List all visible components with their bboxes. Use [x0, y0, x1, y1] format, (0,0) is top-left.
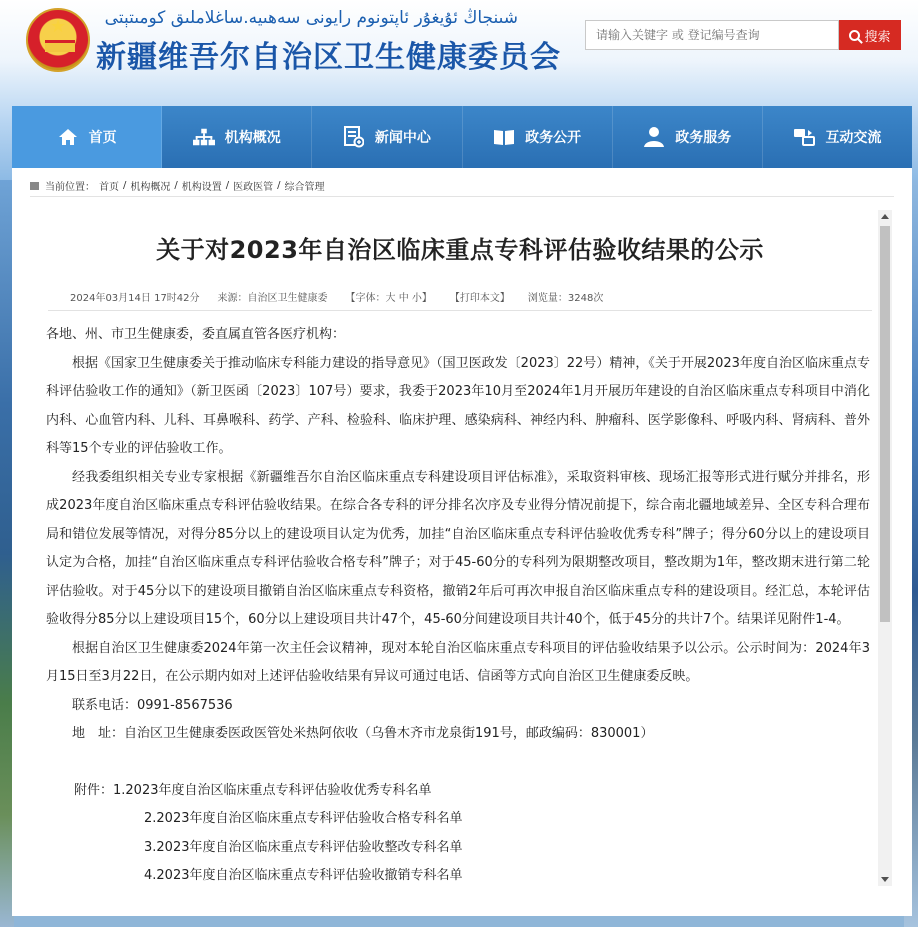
article-body	[46, 321, 870, 886]
person-icon	[643, 126, 665, 148]
star-icon: ★	[50, 16, 67, 37]
site-title-uyghur: شىنجاڭ ئۇيغۇر ئاپتونوم رايونى سەھىيە.ساغلاملىق كومىتېتى	[104, 8, 518, 28]
site-header	[0, 0, 918, 80]
vertical-scrollbar[interactable]	[878, 210, 892, 886]
spacer	[46, 749, 870, 777]
breadcrumb-link-general[interactable]: 综合管理	[284, 182, 325, 193]
article-title: 关于对2023年自治区临床重点专科评估验收结果的公示	[156, 236, 764, 264]
article-salutation: 各地、州、市卫生健康委，委直属直管各医疗机构：	[46, 327, 346, 342]
breadcrumb-separator: /	[174, 180, 178, 191]
article-paragraph: 根据《国家卫生健康委关于推动临床专科能力建设的指导意见》（国卫医政发〔2023〕22号）精神，《关于开展2023年度自治区临床重点专科评估验收工作的通知》（新卫医函〔2023〕107号）要求，我委于2023年10月至2024年1月开展历年建设的自治区临床重点专科项目中消化内科、心血管内科、儿科、耳鼻喉科、药学、产科、检验科、临床护理、感染病科、神经内科、肿瘤科、医学影像科、呼吸内科、肾病科、普外科等15个专业的评估验收工作。	[46, 355, 870, 456]
article-paragraph: 经我委组织相关专业专家根据《新疆维吾尔自治区临床重点专科建设项目评估标准》，采取资料审核、现场汇报等形式进行赋分并排名，形成2023年度自治区临床重点专科评估验收结果。在综合各专科的评分排名次序及专业得分情况前提下，综合南北疆地域差异、全区专科合理布局和错位发展等情况，对得分85分以上的建设项目认定为优秀，加挂“自治区临床重点专科评估验收优秀专科”牌子；得分60分以上的建设项目认定为合格，加挂“自治区临床重点专科评估验收合格专科”牌子；对于45-60分的专科列为限期整改项目，整改期为1年，整改期末进行第二轮评估验收。对于45分以下的建设项目撤销自治区临床重点专科资格，撤销2年后可再次申报自治区临床重点专科的建设项目。经汇总，本轮评估验收得分85分以上建设项目15个，60分以上建设项目共计47个，45-60分间建设项目共计40个，低于45分的共计7个。结果详见附件1-4。	[46, 469, 870, 627]
site-title: 新疆维吾尔自治区卫生健康委员会	[96, 40, 561, 75]
nav-label: 政务服务	[675, 130, 732, 146]
content-panel	[12, 168, 912, 916]
view-count: 浏览量：3248次	[527, 293, 604, 304]
attachments-list	[46, 777, 870, 887]
breadcrumb-link-medical[interactable]: 医政医管	[233, 182, 274, 193]
breadcrumb-prefix: 当前位置：	[45, 182, 95, 193]
attachment-link[interactable]: 附件：1.2023年度自治区临床重点专科评估验收优秀专科名单	[74, 782, 432, 798]
breadcrumb-separator: /	[225, 180, 230, 191]
article-paragraph: 根据自治区卫生健康委2024年第一次主任会议精神，现对本轮自治区临床重点专科项目的评估验收结果予以公示。公示时间为：2024年3月15日至3月22日，在公示期内如对上述评估验收结果有异议可通过电话、信函等方式向自治区卫生健康委反映。	[46, 640, 870, 684]
article-source: 来源：自治区卫生健康委	[217, 293, 328, 304]
search-input[interactable]	[585, 20, 839, 50]
gate-icon	[45, 40, 75, 52]
nav-item-gov-affairs[interactable]	[463, 106, 613, 168]
search-icon	[849, 30, 860, 41]
font-size-control[interactable]: 【字体：大 中 小】	[345, 293, 432, 304]
breadcrumb-separator: /	[123, 180, 127, 191]
scroll-up-arrow-icon[interactable]	[881, 214, 889, 219]
nav-label: 互动交流	[825, 130, 882, 146]
nav-label: 新闻中心	[374, 130, 431, 146]
nav-item-home[interactable]	[12, 106, 162, 168]
attachment-link[interactable]: 2.2023年度自治区临床重点专科评估验收合格专科名单	[144, 811, 463, 826]
breadcrumb-link-structure[interactable]: 机构设置	[181, 182, 222, 193]
org-chart-icon	[193, 126, 215, 148]
attachment-link[interactable]: 3.2023年度自治区临床重点专科评估验收整改专科名单	[144, 839, 463, 855]
scrollbar-thumb[interactable]	[880, 226, 890, 622]
nav-item-gov-service[interactable]	[613, 106, 763, 168]
attachment-link[interactable]: 4.2023年度自治区临床重点专科评估验收撤销专科名单	[144, 868, 463, 883]
breadcrumb-link-home[interactable]: 首页	[99, 182, 119, 193]
contact-phone: 联系电话：0991-8567536	[72, 697, 233, 713]
nav-label: 政务公开	[525, 130, 582, 146]
search-button-label: 搜索	[864, 29, 891, 45]
book-icon	[493, 126, 515, 148]
national-emblem-logo	[26, 8, 90, 72]
article-meta	[48, 289, 872, 311]
nav-item-org[interactable]	[162, 106, 312, 168]
scroll-down-arrow-icon[interactable]	[881, 877, 889, 882]
news-icon	[343, 126, 365, 148]
contact-address: 地 址：自治区卫生健康委医政医管处米热阿依收（乌鲁木齐市龙泉街191号，邮政编码：830001）	[72, 726, 654, 741]
breadcrumb-link-org[interactable]: 机构概况	[130, 182, 171, 193]
print-link[interactable]: 【打印本文】	[449, 293, 510, 304]
search-button[interactable]	[839, 20, 901, 50]
main-nav	[12, 106, 912, 168]
breadcrumb-separator: /	[277, 180, 281, 191]
breadcrumb	[30, 178, 325, 193]
exchange-icon	[793, 126, 815, 148]
breadcrumb-divider	[30, 196, 894, 197]
nav-item-news[interactable]	[312, 106, 462, 168]
location-icon	[30, 182, 39, 190]
article-date: 2024年03月14日 17时42分	[70, 293, 200, 304]
nav-label: 机构概况	[224, 130, 281, 146]
home-icon	[57, 126, 79, 148]
article-scroll-area[interactable]	[28, 210, 892, 886]
nav-item-interaction[interactable]	[763, 106, 912, 168]
nav-label: 首页	[88, 130, 117, 146]
